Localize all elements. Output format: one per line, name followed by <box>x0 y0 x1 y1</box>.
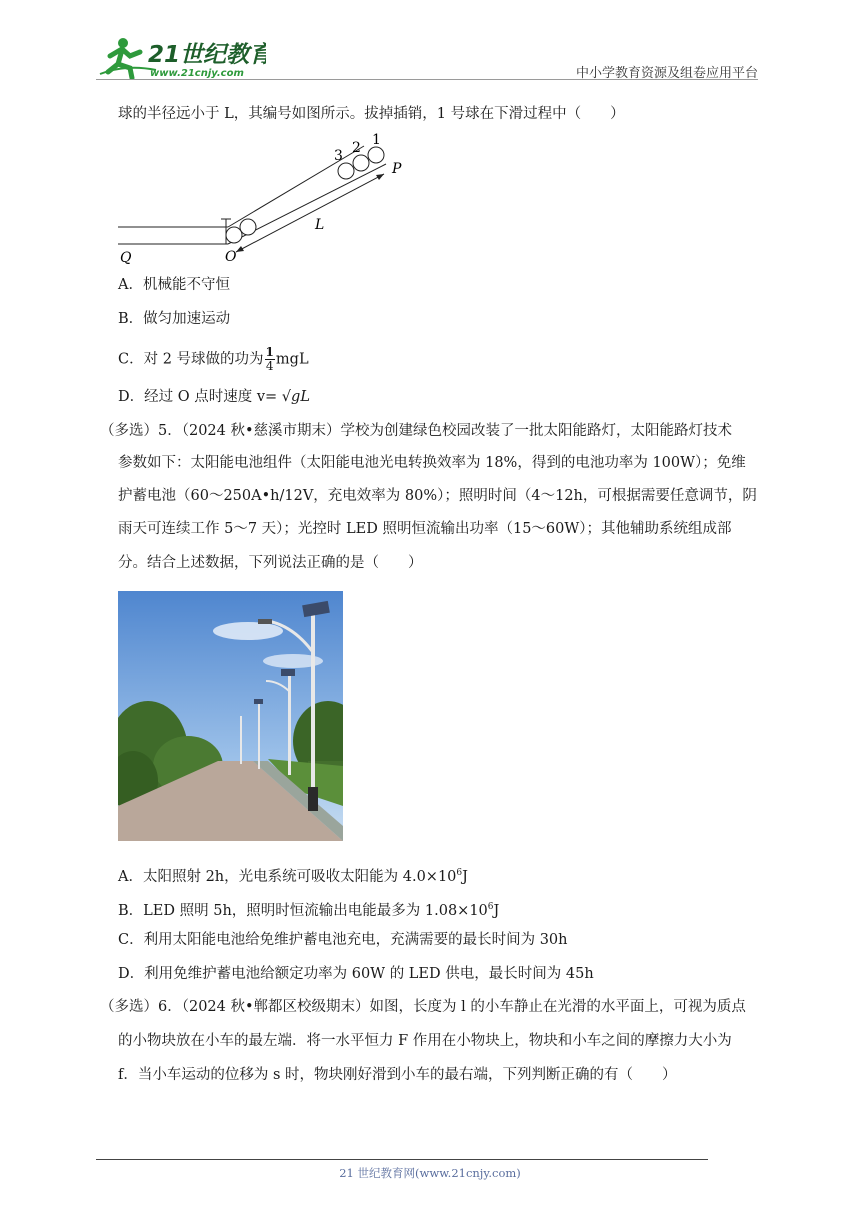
q4-option-d <box>118 386 310 408</box>
q5-line-5: 分。结合上述数据，下列说法正确的是（ ） <box>118 555 423 571</box>
q4-option-a: A．机械能不守恒 <box>118 277 230 293</box>
length-l-label: L <box>315 217 325 233</box>
q4-option-c-unit: mgL <box>275 351 309 368</box>
q4-option-d-text: D．经过 O 点时速度 v= <box>118 389 278 405</box>
q5-line-3: 护蓄电池（60～250A•h/12V，充电效率为 80%）；照明时间（4～12h，可根据需要任意调节，阴 <box>118 488 757 504</box>
sqrt-expression: √gL <box>281 389 310 405</box>
q4-stem: 球的半径远小于 L，其编号如图所示。拔掉插销，1 号球在下滑过程中（ ） <box>118 106 625 122</box>
fraction-numerator: 1 <box>265 345 274 359</box>
q5-option-c: C．利用太阳能电池给免维护蓄电池充电，充满需要的最长时间为 30h <box>118 932 568 948</box>
q4-option-b: B．做匀加速运动 <box>118 311 231 327</box>
q5-option-b <box>118 896 499 922</box>
ball-3-label: 3 <box>334 148 343 164</box>
incline-figure <box>110 128 420 268</box>
site-logo <box>96 34 266 80</box>
q5-option-a-unit: J <box>462 868 468 885</box>
q6-line-3: f．当小车运动的位移为 s 时，物块刚好滑到小车的最右端，下列判断正确的有（ ） <box>118 1067 677 1083</box>
logo-url: www.21cnjy.com <box>150 68 244 79</box>
logo-text: 21世纪教育 <box>148 42 266 68</box>
header-divider <box>96 79 758 80</box>
solar-streetlight-photo <box>118 591 343 841</box>
platform-name: 中小学教育资源及组卷应用平台 <box>575 66 758 81</box>
footer-text: 21 世纪教育网(www.21cnjy.com) <box>339 1166 521 1180</box>
q5-option-b-text: B．LED 照明 5h，照明时恒流输出电能最多为 1.08×10 <box>118 902 488 919</box>
point-q-label: Q <box>120 250 132 266</box>
fraction-denominator: 4 <box>265 359 274 373</box>
q6-line-1: （多选）6．（2024 秋•郸都区校级期末）如图，长度为 l 的小车静止在光滑的水平面上，可视为质点 <box>100 999 746 1015</box>
q5-option-b-exponent: 6 <box>487 902 494 912</box>
runner-logo-icon <box>96 34 266 80</box>
q5-line-2: 参数如下：太阳能电池组件（太阳能电池光电转换效率为 18%，得到的电池功率为 100W）；免维 <box>118 455 746 471</box>
footer-divider <box>96 1159 708 1160</box>
q5-option-a-text: A．太阳照射 2h，光电系统可吸收太阳能为 4.0×10 <box>118 868 457 885</box>
q5-option-a-exponent: 6 <box>456 868 463 878</box>
q4-option-c-text: C．对 2 号球做的功为 <box>118 351 264 368</box>
ball-1-label: 1 <box>372 132 381 148</box>
point-o-label: O <box>225 249 237 265</box>
ball-2-label: 2 <box>352 140 361 156</box>
q6-line-2: 的小物块放在小车的最左端．将一水平恒力 F 作用在小物块上，物块和小车之间的摩擦力大小为 <box>118 1033 732 1049</box>
q5-option-a <box>118 862 468 888</box>
q5-option-b-unit: J <box>493 902 500 919</box>
q5-option-d: D．利用免维护蓄电池给额定功率为 60W 的 LED 供电，最长时间为 45h <box>118 966 594 982</box>
q4-option-c <box>118 346 309 373</box>
q5-line-1: （多选）5．（2024 秋•慈溪市期末）学校为创建绿色校园改装了一批太阳能路灯，太阳能路灯技术 <box>100 423 733 439</box>
point-p-label: P <box>392 161 402 177</box>
fraction <box>265 346 275 373</box>
q5-line-4: 雨天可连续工作 5～7 天）；光控时 LED 照明恒流输出功率（15～60W）；其他辅助系统组成部 <box>118 521 732 537</box>
